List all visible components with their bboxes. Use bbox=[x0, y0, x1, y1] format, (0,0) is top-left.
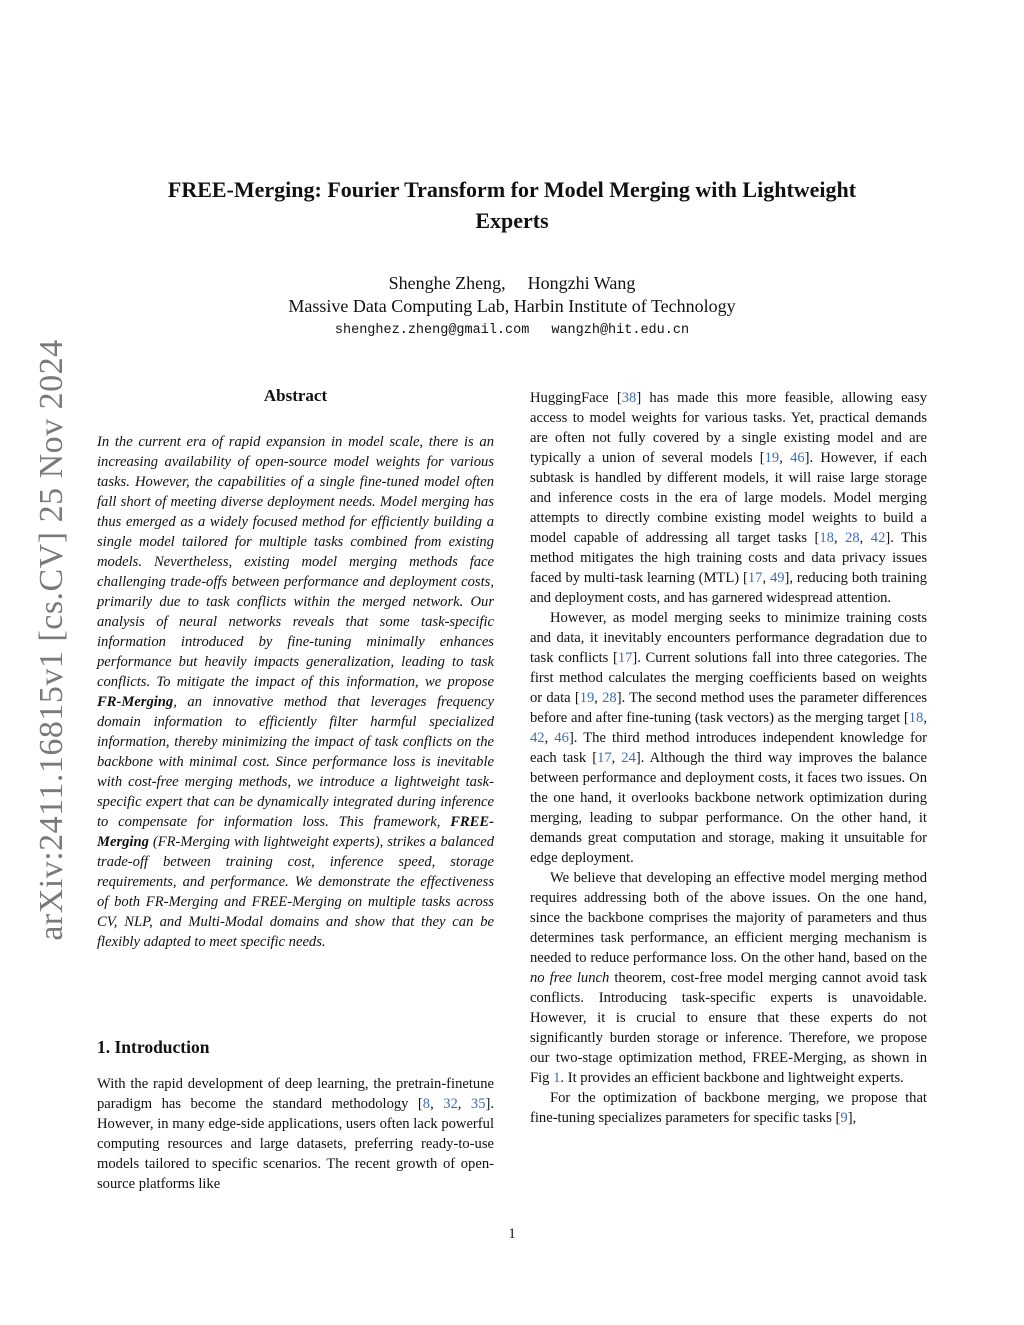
abstract-heading: Abstract bbox=[263, 386, 328, 405]
citation-link[interactable]: 18 bbox=[819, 530, 834, 546]
page-number: 1 bbox=[508, 1226, 516, 1242]
paragraph: HuggingFace [38] has made this more feasible, allowing easy access to model weights for various tasks. Yet, practical demands are often not fully covered by a single existing model and are typically a union of several models [19, 46]. However, if each subtask is handled by different models, it will raise large storage and inference costs in the era of large models. Model merging attempts to directly combine existing model weights to build a model capable of addressing all target tasks [18, 28, 42]. This method mitigates the high training costs and data privacy issues faced by multi-task learning (MTL) [17, 49], reducing both training and deployment costs, and has garnered widespread attention. bbox=[530, 390, 928, 606]
citation-link[interactable]: 19 bbox=[579, 690, 595, 706]
citation-link[interactable]: 18 bbox=[908, 710, 924, 726]
introduction-body bbox=[97, 1074, 494, 1194]
author-2: Hongzhi Wang bbox=[527, 273, 636, 293]
affiliation: Massive Data Computing Lab, Harbin Institute of Technology bbox=[288, 296, 736, 316]
paragraph: With the rapid development of deep learning, the pretrain-finetune paradigm has become the standard methodology [8, 32, 35]. However, in many edge-side applications, users often lack powerful computing resources and large datasets, preferring ready-to-use models tailored to specific scenarios. The recent growth of open-source platforms like bbox=[97, 1076, 495, 1192]
citation-link[interactable]: 35 bbox=[470, 1096, 486, 1112]
citation-link[interactable]: 49 bbox=[769, 570, 785, 586]
arxiv-identifier: arXiv:2411.16815v1 [cs.CV] 25 Nov 2024 bbox=[33, 339, 70, 941]
citation-link[interactable]: 42 bbox=[870, 530, 886, 546]
abstract-body: In the current era of rapid expansion in model scale, there is an increasing availability of open-source model weights for various tasks. However, the capabilities of a single fine-tuned model often fall short of meeting diverse deployment needs. Model merging has thus emerged as a widely focused method for efficiently building a single model tailored for multiple tasks combined from existing models. Nevertheless, existing model merging methods face challenging trade-offs between performance and deployment costs, primarily due to task conflicts within the merged network. Our analysis of neural networks reveals that some task-specific information introduced by fine-tuning minimally enhances performance but heavily impacts generalization, leading to task conflicts. To mitigate the impact of this information, we propose FR-Merging, an innovative method that leverages frequency domain information to efficiently filter harmful specialized information, thereby minimizing the impact of task conflicts on the backbone with minimal cost. Since performance loss is inevitable with cost-free merging methods, we introduce a lightweight task-specific expert that can be dynamically integrated during inference to compensate for information loss. This framework, FREE-Merging (FR-Merging with lightweight experts), strikes a balanced trade-off between training cost, inference speed, storage requirements, and performance. We demonstrate the effectiveness of both FR-Merging and FREE-Merging on multiple tasks across CV, NLP, and Multi-Modal domains and show that they can be flexibly adapted to meet specific needs. bbox=[97, 434, 494, 950]
citation-link[interactable]: 46 bbox=[790, 450, 805, 466]
citation-link[interactable]: 19 bbox=[764, 450, 780, 466]
citation-link[interactable]: 17 bbox=[597, 750, 612, 766]
email-1: shenghez.zheng@gmail.com bbox=[334, 323, 530, 338]
citation-link[interactable]: 42 bbox=[530, 730, 545, 746]
free-merging-name: FREE-Merging bbox=[97, 814, 494, 850]
citation-link[interactable]: 32 bbox=[443, 1096, 458, 1112]
right-column bbox=[530, 388, 927, 1128]
authors bbox=[130, 271, 894, 295]
citation-link[interactable]: 28 bbox=[602, 690, 617, 706]
emphasis: no free lunch bbox=[530, 970, 610, 986]
citation-link[interactable]: 8 bbox=[422, 1096, 431, 1112]
citation-link[interactable]: 46 bbox=[554, 730, 569, 746]
email-2: wangzh@hit.edu.cn bbox=[551, 323, 690, 338]
citation-link[interactable]: 38 bbox=[621, 390, 637, 406]
citation-link[interactable]: 17 bbox=[617, 650, 633, 666]
emails bbox=[130, 321, 894, 341]
paragraph: However, as model merging seeks to minimize training costs and data, it inevitably encounters performance degradation due to task conflicts [17]. Current solutions fall into three categories. The first method calculates the merging coefficients based on weights or data [19, 28]. The second method uses the parameter differences before and after fine-tuning (task vectors) as the merging target [18, 42, 46]. The third method introduces independent knowledge for each task [17, 24]. Although the third way improves the balance between performance and deployment costs, it faces two issues. On the one hand, it overlooks backbone network optimization during merging, leading to subpar performance. On the other hand, it demands great computation and storage, making it unsuitable for edge deployment. bbox=[530, 610, 928, 866]
fr-merging-name: FR-Merging bbox=[97, 694, 174, 710]
citation-link[interactable]: 17 bbox=[747, 570, 763, 586]
paragraph: For the optimization of backbone merging, we propose that fine-tuning specializes parameters for specific tasks [9], bbox=[530, 1090, 927, 1126]
author-1: Shenghe Zheng, bbox=[388, 273, 506, 293]
citation-link[interactable]: 9 bbox=[840, 1110, 848, 1126]
section-heading-introduction: 1. Introduction bbox=[97, 1037, 210, 1057]
citation-link[interactable]: 24 bbox=[621, 750, 636, 766]
citation-link[interactable]: 28 bbox=[845, 530, 860, 546]
figure-link[interactable]: 1 bbox=[553, 1070, 561, 1086]
paper-title: FREE-Merging: Fourier Transform for Model Merging with Lightweight Experts bbox=[167, 177, 857, 233]
paragraph: We believe that developing an effective model merging method requires addressing both of the above issues. On the one hand, since the backbone comprises the majority of parameters and thus determines task performance, an efficient merging mechanism is needed to reduce performance loss. On the other hand, based on the no free lunch theorem, cost-free model merging cannot avoid task conflicts. Introducing task-specific experts is unavoidable. However, it is crucial to ensure that these experts do not significantly burden storage or inference. Therefore, we propose our two-stage optimization method, FREE-Merging, as shown in Fig 1. It provides an efficient backbone and lightweight experts. bbox=[530, 870, 927, 1086]
